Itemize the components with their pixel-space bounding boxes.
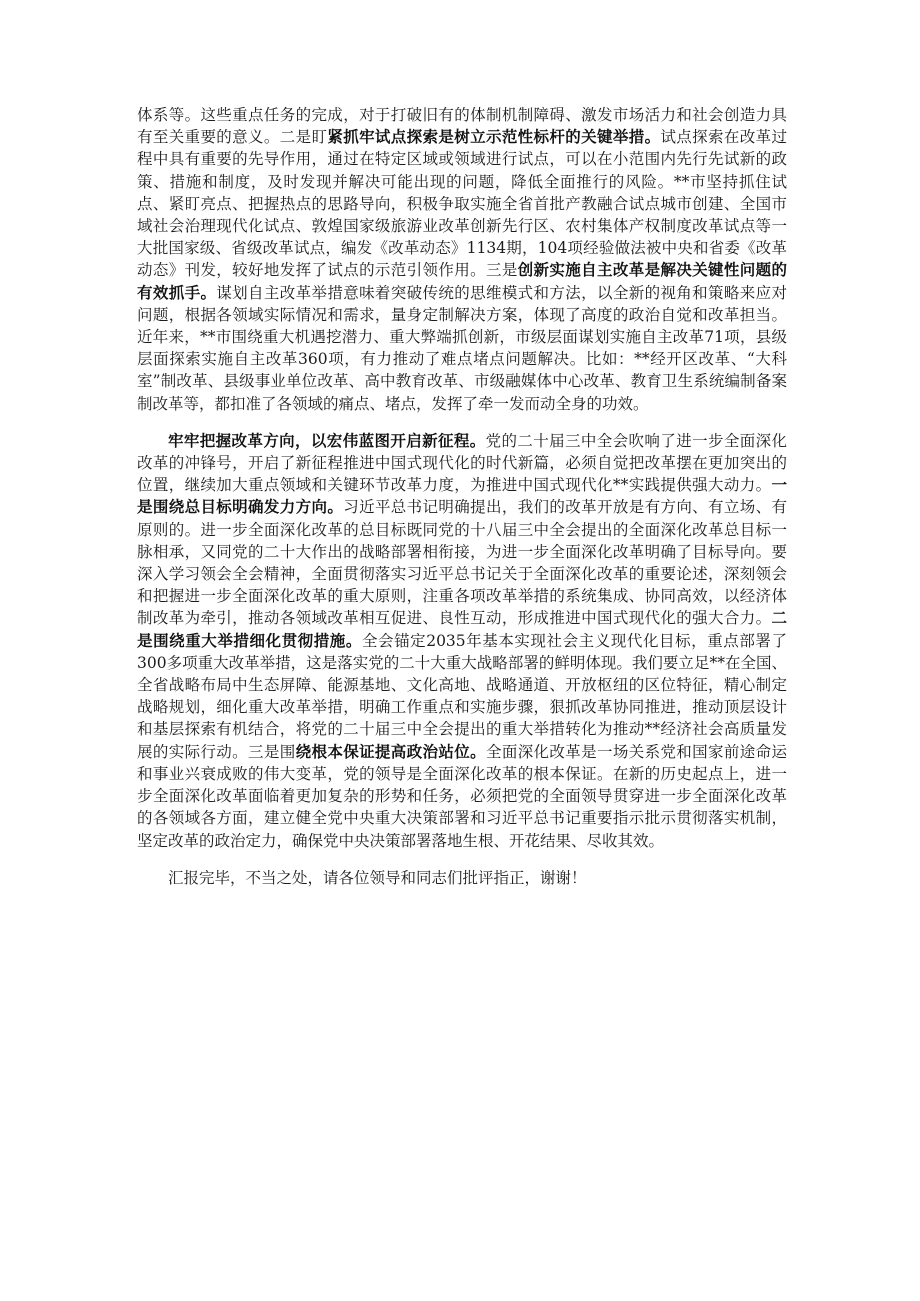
bold-heading-run: 紧抓牢试点探索是树立示范性标杆的关键举措。 (327, 127, 661, 147)
text-run: 试点探索在改革过程中具有重要的先导作用，通过在特定区域或领域进行试点，可以在小范围内先行先试新的政策、措施和制度，及时发现并解决可能出现的问题，降低全面推行的风险。**市坚持抓住试点、紧盯亮点、把握热点的思路导向，积极争取实施全省首批产教融合试点城市创建、全国市域社会治理现代化试点、敦煌国家级旅游业改革创新先行区、农村集体产权制度改革试点等一大批国家级、省级改革试点，编发《改革动态》1134期，104项经验做法被中央和省委《改革动态》刊发，较好地发挥了试点的示范引领作用。三是 (137, 128, 787, 280)
paragraph-1 (137, 104, 787, 415)
bold-heading-run: 牢牢把握改革方向，以宏伟蓝图开启新征程。 (168, 430, 486, 450)
paragraph-2 (137, 430, 787, 852)
document-page (137, 104, 787, 904)
text-run: 全会锚定2035年基本实现社会主义现代化目标，重点部署了300多项重大改革举措，这是落实党的二十大重大战略部署的鲜明体现。我们要立足**在全国、全省战略布局中生态屏障、能源基地、文化高地、战略通道、开放枢纽的区位特征，精心制定战略规划，细化重大改革举措，明确工作重点和实施步骤，狠抓改革协同推进，推动顶层设计和基层探索有机结合，将党的二十届三中全会提出的重大举措转化为推动**经济社会高质量发展的实际行动。三是围 (137, 631, 787, 761)
bold-heading-run: 一是围绕总目标明确发力方向。 (137, 475, 787, 517)
bold-heading-run: 二是围绕重大举措细化贯彻措施。 (137, 608, 787, 650)
text-run: 谋划自主改革举措意味着突破传统的思维模式和方法，以全新的视角和策略来应对问题，根据各领域实际情况和需求，量身定制解决方案，体现了高度的政治自觉和改革担当。近年来，**市围绕重大机遇挖潜力、重大弊端抓创新，市级层面谋划实施自主改革71项，县级层面探索实施自主改革360项，有力推动了难点堵点问题解决。比如：**经开区改革、“大科室”制改革、县级事业单位改革、高中教育改革、市级融媒体中心改革、教育卫生系统编制备案制改革等，都扣准了各领域的痛点、堵点，发挥了牵一发而动全身的功效。 (137, 283, 787, 413)
text-run: 体系等。这些重点任务的完成，对于打破旧有的体制机制障碍、激发市场活力和社会创造力具有至关重要的意义。二是盯 (137, 106, 787, 147)
text-run: 习近平总书记明确提出，我们的改革开放是有方向、有立场、有原则的。进一步全面深化改革的总目标既同党的十八届三中全会提出的全面深化改革总目标一脉相承，又同党的二十大作出的战略部署相衔接，为进一步全面深化改革明确了目标导向。要深入学习领会全会精神，全面贯彻落实习近平总书记关于全面深化改革的重要论述，深刻领会和把握进一步全面深化改革的重大原则，注重各项改革举措的系统集成、协同高效，以经济体制改革为牵引，推动各领域改革相互促进、良性互动，形成推进中国式现代化的强大合力。 (137, 498, 787, 628)
paragraph-closing (137, 867, 787, 889)
bold-heading-run: 绕根本保证提高政治站位。 (295, 741, 486, 761)
bold-heading-run: 创新实施自主改革是解决关键性问题的有效抓手。 (137, 260, 787, 302)
text-run: 全面深化改革是一场关系党和国家前途命运和事业兴衰成败的伟大变革，党的领导是全面深化改革的根本保证。在新的历史起点上，进一步全面深化改革面临着更加复杂的形势和任务，必须把党的全面领导贯穿进一步全面深化改革的各领域各方面，建立健全党中央重大决策部署和习近平总书记重要指示批示贯彻落实机制，坚定改革的政治定力，确保党中央决策部署落地生根、开花结果、尽收其效。 (137, 742, 787, 850)
text-run: 汇报完毕，不当之处，请各位领导和同志们批评指正，谢谢！ (168, 868, 587, 887)
text-run: 党的二十届三中全会吹响了进一步全面深化改革的冲锋号，开启了新征程推进中国式现代化的时代新篇，必须自觉把改革摆在更加突出的位置，继续加大重点领域和关键环节改革力度，为推进中国式现代化**实践提供强大动力。 (137, 431, 787, 495)
